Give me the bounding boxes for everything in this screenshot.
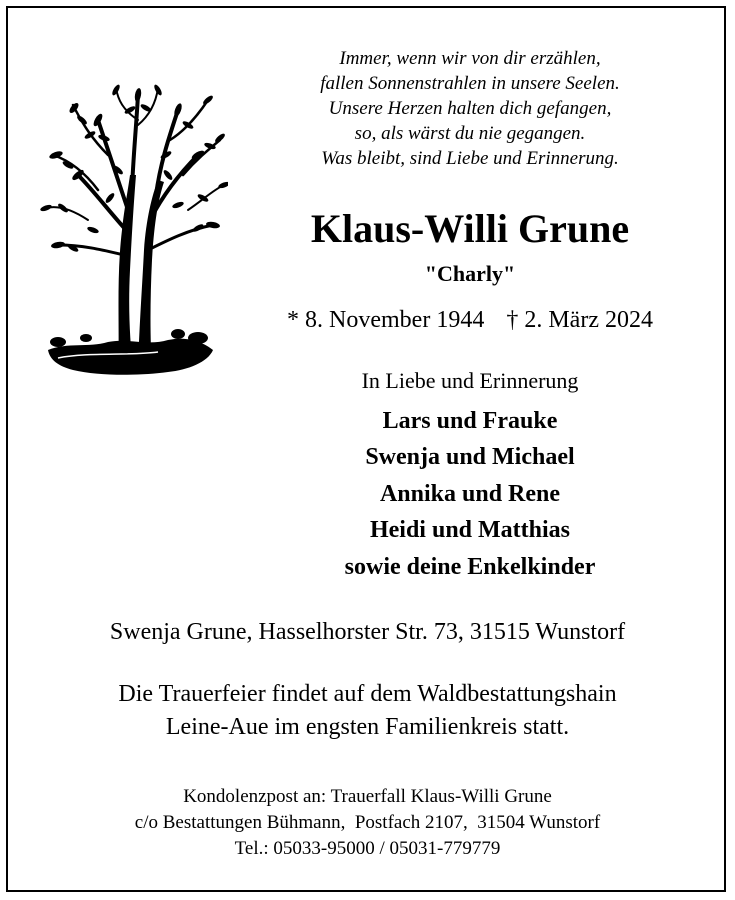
family-address: Swenja Grune, Hasselhorster Str. 73, 31515 Wunstorf [109, 619, 626, 645]
deceased-name: Klaus-Willi Grune [310, 206, 630, 251]
poem-line: Immer, wenn wir von dir erzählen, [339, 48, 601, 69]
poem-line: so, als wärst du nie gegangen. [354, 123, 586, 144]
poem [250, 46, 690, 171]
poem-line: Was bleibt, sind Liebe und Erinnerung. [321, 148, 619, 169]
condolence-line: Tel.: 05033-95000 / 05031-779779 [234, 838, 501, 859]
deceased-nickname: "Charly" [424, 261, 516, 286]
poem-line: Unsere Herzen halten dich gefangen, [328, 98, 612, 119]
ceremony-line: Leine-Aue im engsten Familienkreis statt. [165, 714, 570, 740]
family-member: Annika und Rene [379, 480, 561, 507]
family-member: Swenja und Michael [365, 444, 575, 471]
poem-line: fallen Sonnenstrahlen in unsere Seelen. [320, 73, 620, 94]
family-list [210, 403, 730, 585]
tree-icon [38, 80, 228, 390]
condolence-line: Kondolenzpost an: Trauerfall Klaus-Willi Grune [183, 786, 552, 807]
death-date: † 2. März 2024 [506, 307, 653, 333]
ceremony-line: Die Trauerfeier findet auf dem Waldbestattungshain [118, 681, 617, 707]
family-member: Heidi und Matthias [369, 517, 571, 544]
condolence-line: c/o Bestattungen Bühmann, Postfach 2107, 31504 Wunstorf [134, 812, 601, 833]
family-member: Lars und Frauke [382, 408, 558, 434]
family-member: sowie deine Enkelkinder [344, 553, 596, 580]
ceremony-notice [0, 678, 735, 744]
birth-date: * 8. November 1944 [287, 307, 485, 333]
condolence-info [0, 784, 735, 862]
memory-line: In Liebe und Erinnerung [361, 368, 579, 393]
life-dates [210, 304, 730, 336]
